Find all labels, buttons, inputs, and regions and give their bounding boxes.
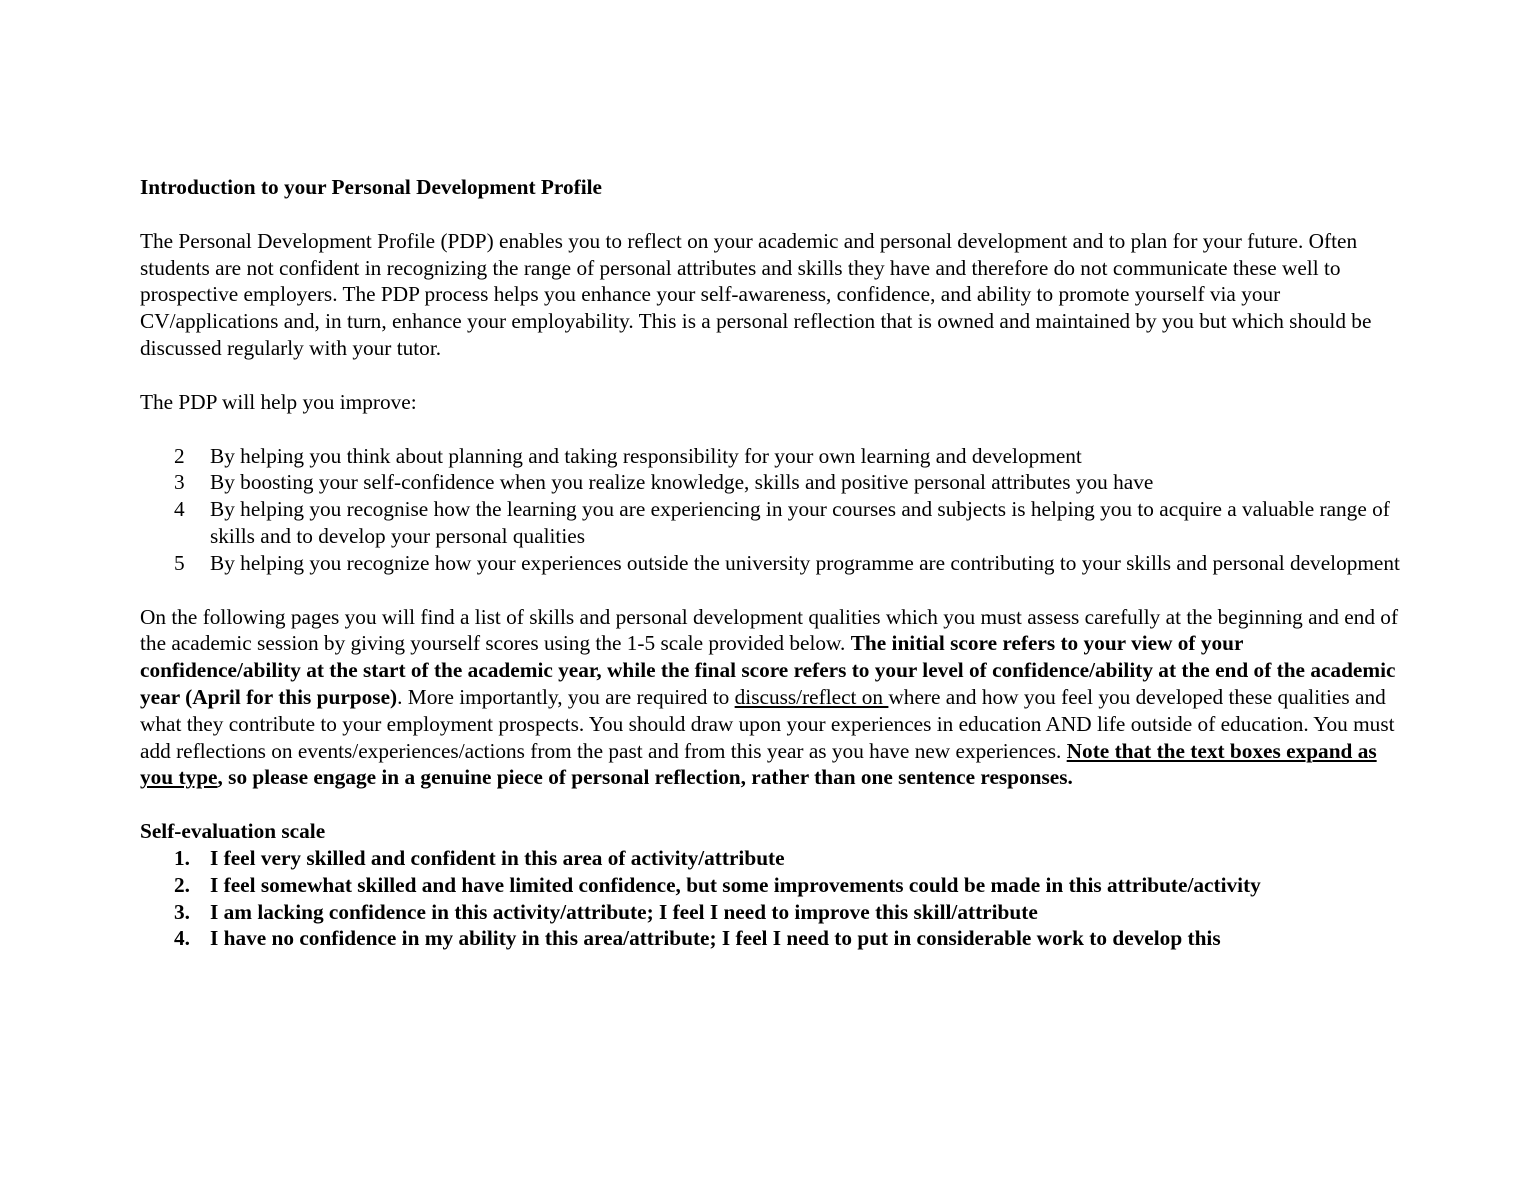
scale-item-number: 1. [174, 845, 190, 870]
spacer [140, 362, 1402, 389]
intro-paragraph: The Personal Development Profile (PDP) enables you to reflect on your academic and personal development and to plan for your future. Often students are not confident in recognizing the range of personal attributes and skills they have and therefore do not communicate these well to prospective employers. The PDP process helps you enhance your self-awareness, confidence, and ability to promote yourself via your CV/applications and, in turn, enhance your employability. This is a personal reflection that is owned and maintained by you but which should be discussed regularly with your tutor. [140, 228, 1372, 360]
scale-item-text: I have no confidence in my ability in this area/attribute; I feel I need to put in considerable work to develop this [210, 926, 1221, 951]
scale-item [140, 845, 1402, 872]
scale-item [140, 925, 1402, 952]
scale-item-number: 2. [174, 872, 190, 897]
scale-heading: Self-evaluation scale [140, 819, 326, 844]
assessment-text-2: . More importantly, you are required to [397, 684, 735, 709]
assessment-text-1: On the following pages you will find a list of skills and personal development qualities which you must assess carefully at the beginning and end of the academic session by giving yourself scores using the 1-5 scale provided below. [140, 604, 1399, 656]
scale-list [140, 845, 1402, 952]
list-item-number: 4 [174, 497, 185, 522]
scale-item [140, 872, 1402, 899]
document-page [140, 174, 1402, 952]
list-item-text: By helping you think about planning and taking responsibility for your own learning and development [210, 443, 1082, 468]
list-item [140, 469, 1402, 496]
list-item [140, 443, 1402, 470]
scale-item-text: I feel very skilled and confident in this area of activity/attribute [210, 845, 785, 870]
list-item-text: By helping you recognize how your experiences outside the university programme are contributing to your skills and personal development [210, 550, 1400, 575]
scale-item-text: I am lacking confidence in this activity/attribute; I feel I need to improve this skill/attribute [210, 899, 1038, 924]
list-item-number: 5 [174, 550, 185, 575]
list-item-text: By helping you recognise how the learning you are experiencing in your courses and subjects is helping you to acquire a valuable range of skills and to develop your personal qualities [210, 497, 1390, 548]
assessment-paragraph [140, 604, 1402, 792]
assessment-score-note: The initial score refers to your view of your confidence/ability at the start of the academic year, while the final score refers to your level of confidence/ability at the end of the academic year (April for this purpose) [140, 631, 1396, 709]
list-item-number: 3 [174, 470, 185, 495]
scale-item-number: 4. [174, 926, 190, 951]
list-item [140, 550, 1402, 577]
text-box-note: Note that the text boxes expand as you type [140, 738, 1377, 790]
improve-list [140, 443, 1402, 577]
list-item-number: 2 [174, 443, 185, 468]
spacer [140, 416, 1402, 443]
page-title: Introduction to your Personal Development Profile [140, 175, 602, 199]
spacer [140, 201, 1402, 228]
assessment-underlined-phrase: discuss/reflect on [734, 684, 889, 709]
assessment-text-3: where and how you feel you developed these qualities and what they contribute to your employment prospects. You should draw upon your experiences in education AND life outside of education. You must add reflections on events/experiences/actions from the past and from this year as you have new experiences. [140, 684, 1395, 763]
scale-item-text: I feel somewhat skilled and have limited confidence, but some improvements could be made in this attribute/activity [210, 872, 1261, 897]
scale-item-number: 3. [174, 899, 190, 924]
list-item-text: By boosting your self-confidence when you realize knowledge, skills and positive personal attributes you have [210, 470, 1154, 495]
improve-lead: The PDP will help you improve: [140, 389, 417, 414]
reflection-note: , so please engage in a genuine piece of personal reflection, rather than one sentence responses. [217, 765, 1073, 790]
list-item [140, 496, 1402, 550]
spacer [140, 791, 1402, 818]
spacer [140, 577, 1402, 604]
scale-item [140, 899, 1402, 926]
